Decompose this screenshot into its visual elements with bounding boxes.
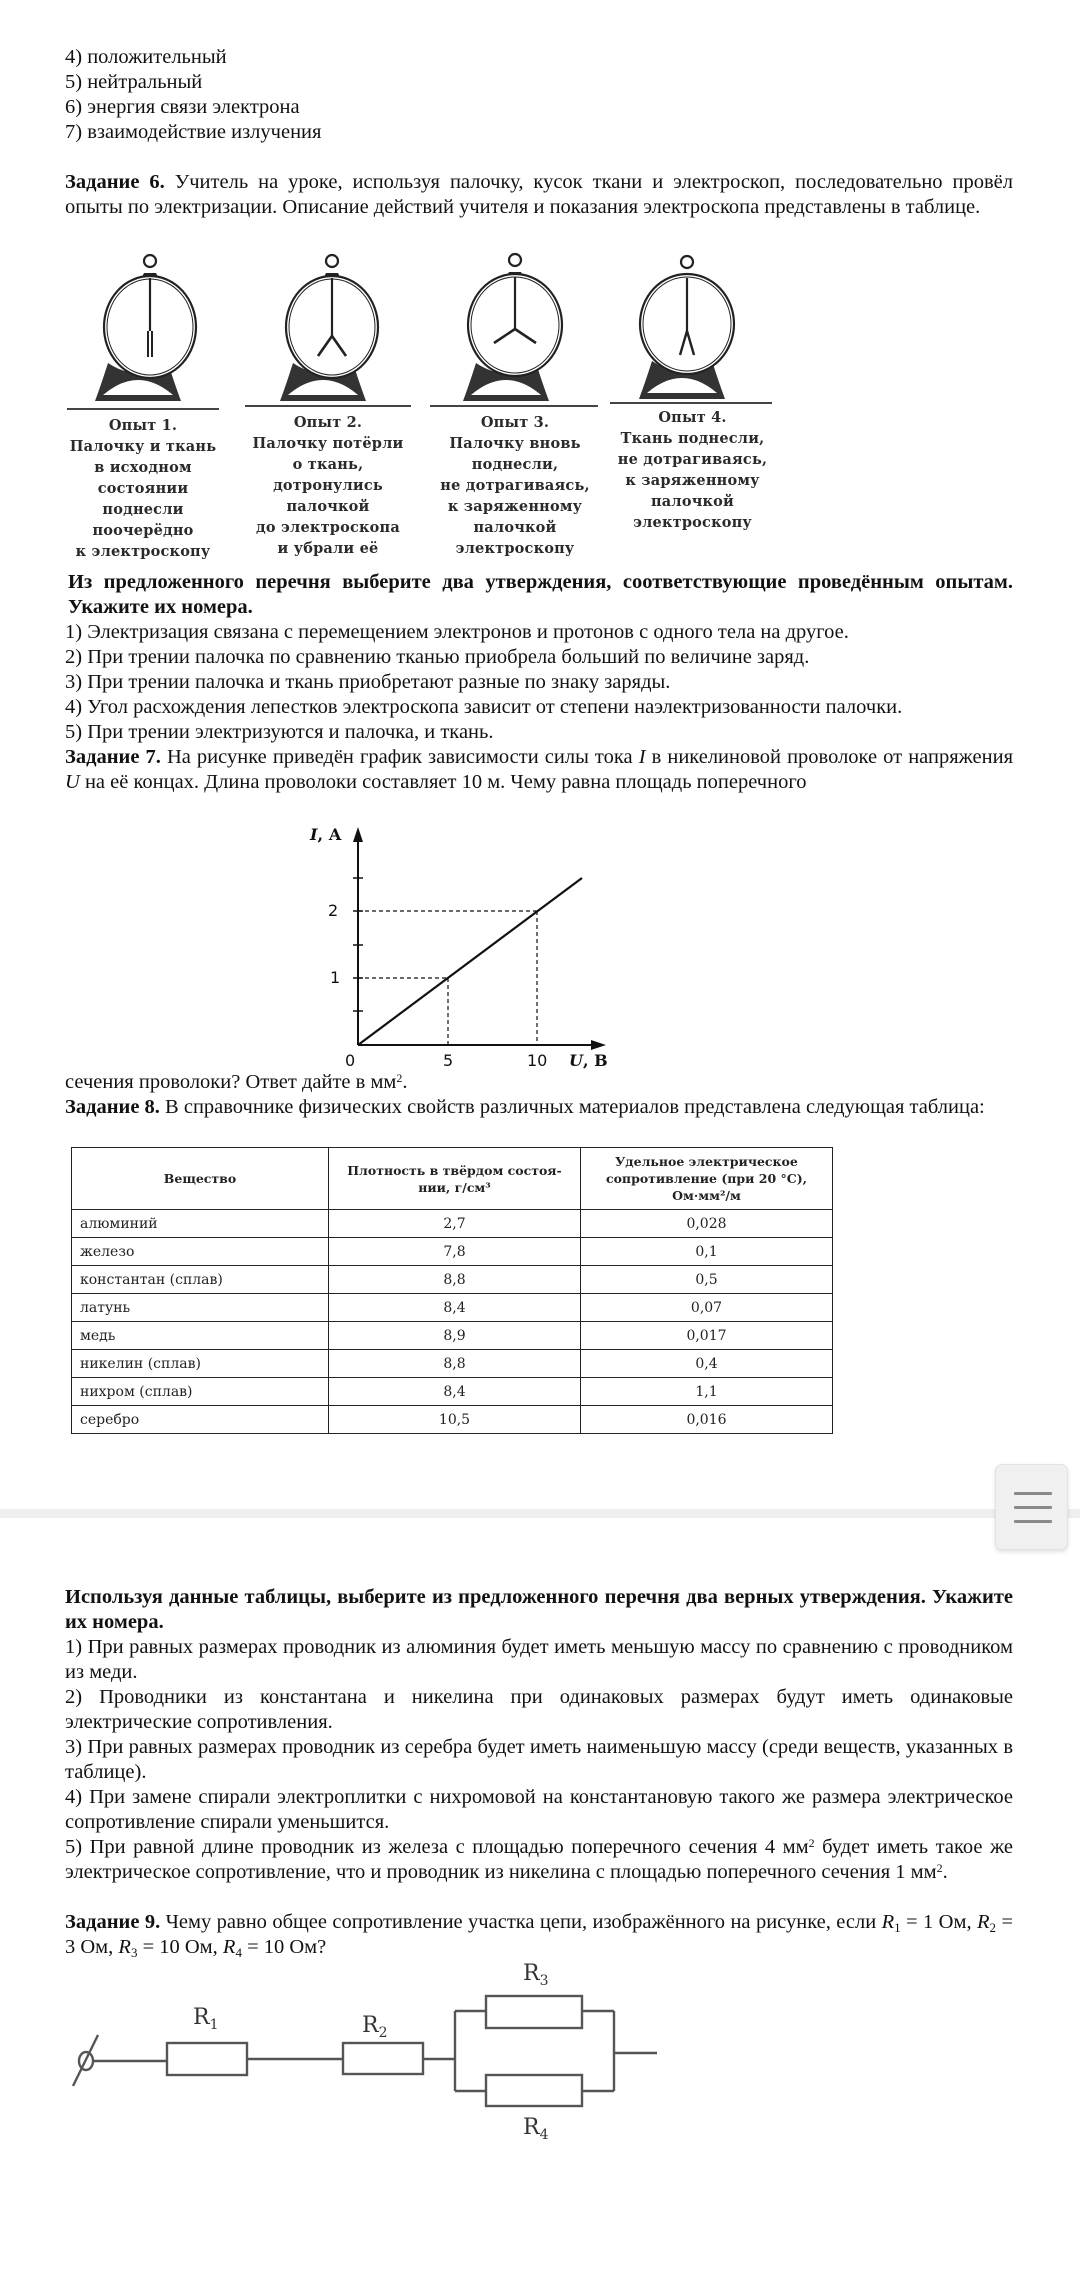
- experiment-1-caption: Опыт 1. Палочку и ткань в исходном состоянии поднесли поочерёдно к электроскопу: [69, 417, 217, 560]
- task6-text: Учитель на уроке, используя палочку, кусок ткани и электроскоп, последовательно провёл опыты по электризации. Описание действий учителя и показания электроскопа представлены в таблице.: [65, 171, 1013, 218]
- table-row: латунь 8,4 0,07: [72, 1294, 833, 1322]
- task9-paragraph: Задание 9. Чему равно общее сопротивление участка цепи, изображённого на рисунке, если $R_1 = 1$ Ом, $R_2 = 3$ Ом, $R_3 = 10$ Ом, $R_4 = 10$ Ом?: [65, 1911, 1014, 1960]
- experiment-2-panel: [243, 245, 413, 565]
- list-item: 2) Проводники из константана и никелина при одинаковых размерах будут иметь одинаковые электрические сопротивления.: [65, 1686, 1013, 1733]
- task7-paragraph: Задание 7. На рисунке приведён график зависимости силы тока I в никелиновой проволоке от напряжения U на её концах. Длина проволоки составляет 10 м. Чему равна площадь поперечного: [65, 746, 1014, 793]
- col-header-density: Плотность в твёрдом состоя- нии, г/см³: [329, 1148, 581, 1210]
- experiment-3-panel: [430, 245, 600, 565]
- current-voltage-graph: [290, 815, 650, 1080]
- task8-label: Задание 8.: [65, 1096, 160, 1118]
- task9-label: Задание 9.: [65, 1911, 161, 1933]
- electroscope-narrow-icon: [610, 245, 775, 415]
- list-item: 3) При трении палочка и ткань приобретают разные по знаку заряды.: [65, 671, 671, 693]
- experiment-4-caption: Опыт 4. Ткань поднесли, не дотрагиваясь, к заряженному палочкой электроскопу: [617, 409, 768, 531]
- r4-label: $R_4$: [523, 2115, 549, 2143]
- list-item: 4) положительный: [65, 46, 227, 68]
- task7-label: Задание 7.: [65, 746, 161, 768]
- menu-button[interactable]: [995, 1464, 1068, 1550]
- list-item: 1) При равных размерах проводник из алюминия будет иметь меньшую массу по сравнению с проводником из меди.: [65, 1636, 1013, 1683]
- x-tick-0: 0: [345, 1051, 356, 1070]
- table-row: алюминий 2,7 0,028: [72, 1210, 833, 1238]
- list-item: 5) нейтральный: [65, 71, 203, 93]
- experiment-2-caption: Опыт 2. Палочку потёрли о ткань, дотронулись палочкой до электроскопа и убрали её: [252, 414, 404, 557]
- r1-label: $R_1$: [193, 2005, 219, 2033]
- list-item: 6) энергия связи электрона: [65, 96, 300, 118]
- x-tick-5: 5: [443, 1051, 454, 1070]
- r2-label: $R_2$: [362, 2013, 388, 2041]
- task6-options: [65, 620, 1013, 745]
- y-tick-1: 1: [330, 968, 341, 987]
- materials-table: [71, 1147, 833, 1434]
- table-row: железо 7,8 0,1: [72, 1238, 833, 1266]
- list-item: 4) Угол расхождения лепестков электроскопа зависит от степени наэлектризованности палочки.: [65, 696, 903, 718]
- task6-prompt: Из предложенного перечня выберите два утверждения, соответствующие проведённым опытам. Укажите их номера.: [68, 571, 1013, 618]
- list-item: 1) Электризация связана с перемещением электронов и протонов с одного тела на другое.: [65, 621, 849, 643]
- y-tick-2: 2: [328, 901, 339, 920]
- experiment-4-panel: [610, 245, 775, 565]
- r3-label: $R_3$: [523, 1961, 549, 1989]
- col-header-resistivity: Удельное электрическое сопротивление (при 20 °С), Ом·мм²/м: [581, 1148, 833, 1210]
- list-item: 4) При замене спирали электроплитки с нихромовой на константановую такого же размера электрическое сопротивление спирали уменьшится.: [65, 1786, 1013, 1833]
- y-axis-label: I, А: [310, 825, 342, 844]
- task7-question-end: сечения проволоки? Ответ дайте в $мм^2$.: [65, 1071, 408, 1093]
- electroscope-closed-icon: [63, 245, 223, 415]
- task8-paragraph: Задание 8. В справочнике физических свойств различных материалов представлена следующая таблица:: [65, 1096, 985, 1118]
- experiment-3-caption: Опыт 3. Палочку вновь поднесли, не дотрагиваясь, к заряженному палочкой электроскопу: [440, 414, 590, 557]
- list-item: 5) При равной длине проводник из железа с площадью поперечного сечения 4 $мм^2$ будет иметь такое же электрическое сопротивление, что и проводник из никелина с площадью поперечного сечения 1 $мм^2$.: [65, 1836, 1013, 1883]
- electroscope-open-icon: [243, 245, 413, 415]
- list-item: 7) взаимодействие излучения: [65, 121, 322, 143]
- task8-prompt: Используя данные таблицы, выберите из предложенного перечня два верных утверждения. Укажите их номера.: [65, 1586, 1013, 1633]
- answer-options-list-prev: [65, 45, 1013, 145]
- x-axis-label: U, В: [569, 1051, 608, 1070]
- list-item: 3) При равных размерах проводник из серебра будет иметь наименьшую массу (среди веществ, указанных в таблице).: [65, 1736, 1013, 1783]
- table-row: константан (сплав) 8,8 0,5: [72, 1266, 833, 1294]
- col-header-substance: Вещество: [72, 1148, 329, 1210]
- table-row: серебро 10,5 0,016: [72, 1406, 833, 1434]
- table-row: медь 8,9 0,017: [72, 1322, 833, 1350]
- page-break-separator: [0, 1509, 1080, 1518]
- table-row: нихром (сплав) 8,4 1,1: [72, 1378, 833, 1406]
- list-item: 2) При трении палочка по сравнению тканью приобрела больший по величине заряд.: [65, 646, 810, 668]
- experiment-1-panel: [63, 245, 223, 565]
- resistor-circuit: [40, 1955, 680, 2155]
- task8-options: [65, 1635, 1013, 1885]
- electroscope-wide-icon: [430, 245, 600, 415]
- iv-chart: [290, 815, 650, 1080]
- task6-paragraph: [65, 170, 1013, 220]
- x-tick-10: 10: [527, 1051, 548, 1070]
- circuit-diagram: [40, 1955, 680, 2155]
- task6-label: Задание 6.: [65, 171, 165, 193]
- table-row: никелин (сплав) 8,8 0,4: [72, 1350, 833, 1378]
- list-item: 5) При трении электризуются и палочка, и ткань.: [65, 721, 494, 743]
